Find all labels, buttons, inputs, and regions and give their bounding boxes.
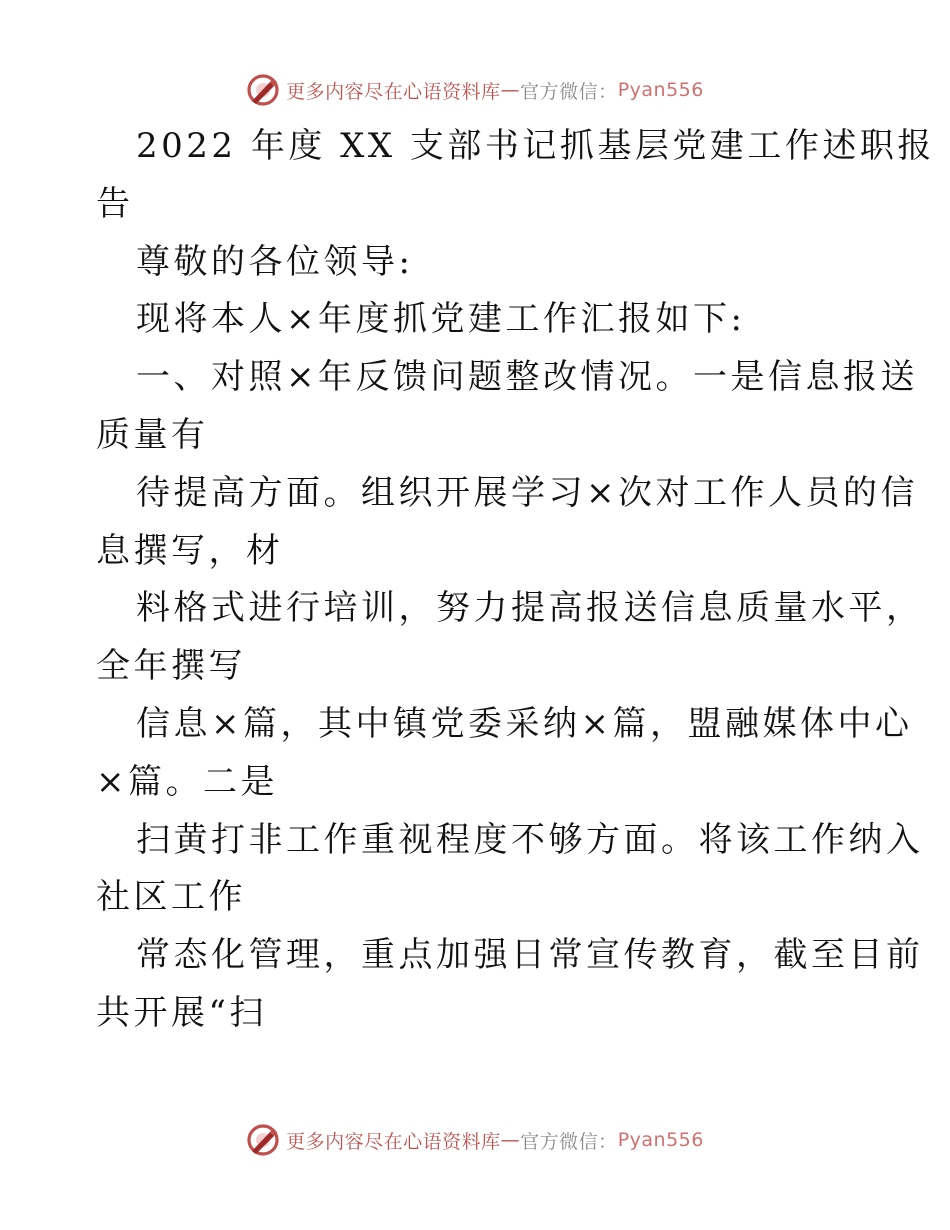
paragraph-line: 质量有 — [96, 414, 209, 455]
paragraph-line: 料格式进行培训，努力提高报送信息质量水平， — [136, 588, 924, 629]
watermark-separator: — — [500, 1129, 521, 1151]
paragraph-line: 共开展“扫 — [96, 992, 267, 1033]
paragraph-line: 常态化管理，重点加强日常宣传教育，截至目前 — [136, 935, 924, 976]
watermark-wechat-id: Pyan556 — [617, 1129, 704, 1151]
watermark-label: 官方微信： — [520, 1130, 618, 1153]
paragraph-line: 待提高方面。组织开展学习×次对工作人员的信 — [136, 472, 918, 513]
watermark-footer — [0, 1120, 950, 1160]
salutation: 尊敬的各位领导: — [136, 241, 414, 282]
document-title-line-2: 告 — [96, 183, 134, 224]
paragraph-line: ×篇。二是 — [96, 761, 278, 802]
watermark-main-text: 更多内容尽在心语资料库 — [286, 80, 501, 103]
watermark-main-text: 更多内容尽在心语资料库 — [286, 1130, 501, 1153]
paragraph-line: 全年撰写 — [96, 646, 246, 687]
paragraph-line: 扫黄打非工作重视程度不够方面。将该工作纳入 — [136, 819, 924, 860]
paragraph-line: 现将本人×年度抓党建工作汇报如下: — [136, 299, 746, 340]
paragraph-line: 信息×篇，其中镇党委采纳×篇，盟融媒体中心 — [136, 703, 913, 744]
watermark-wechat-id: Pyan556 — [617, 79, 704, 101]
watermark-header — [0, 70, 950, 110]
document-body — [96, 118, 935, 1043]
document-title-line-1: 2022 年度 XX 支部书记抓基层党建工作述职报 — [136, 126, 935, 166]
paragraph-line: 息撰写，材 — [96, 530, 284, 571]
red-circular-pen-logo-icon — [246, 73, 280, 107]
watermark-separator: — — [500, 79, 521, 101]
watermark-label: 官方微信： — [520, 80, 618, 103]
red-circular-pen-logo-icon — [246, 1123, 280, 1157]
paragraph-line: 一、对照×年反馈问题整改情况。一是信息报送 — [136, 357, 918, 398]
paragraph-line: 社区工作 — [96, 877, 246, 918]
